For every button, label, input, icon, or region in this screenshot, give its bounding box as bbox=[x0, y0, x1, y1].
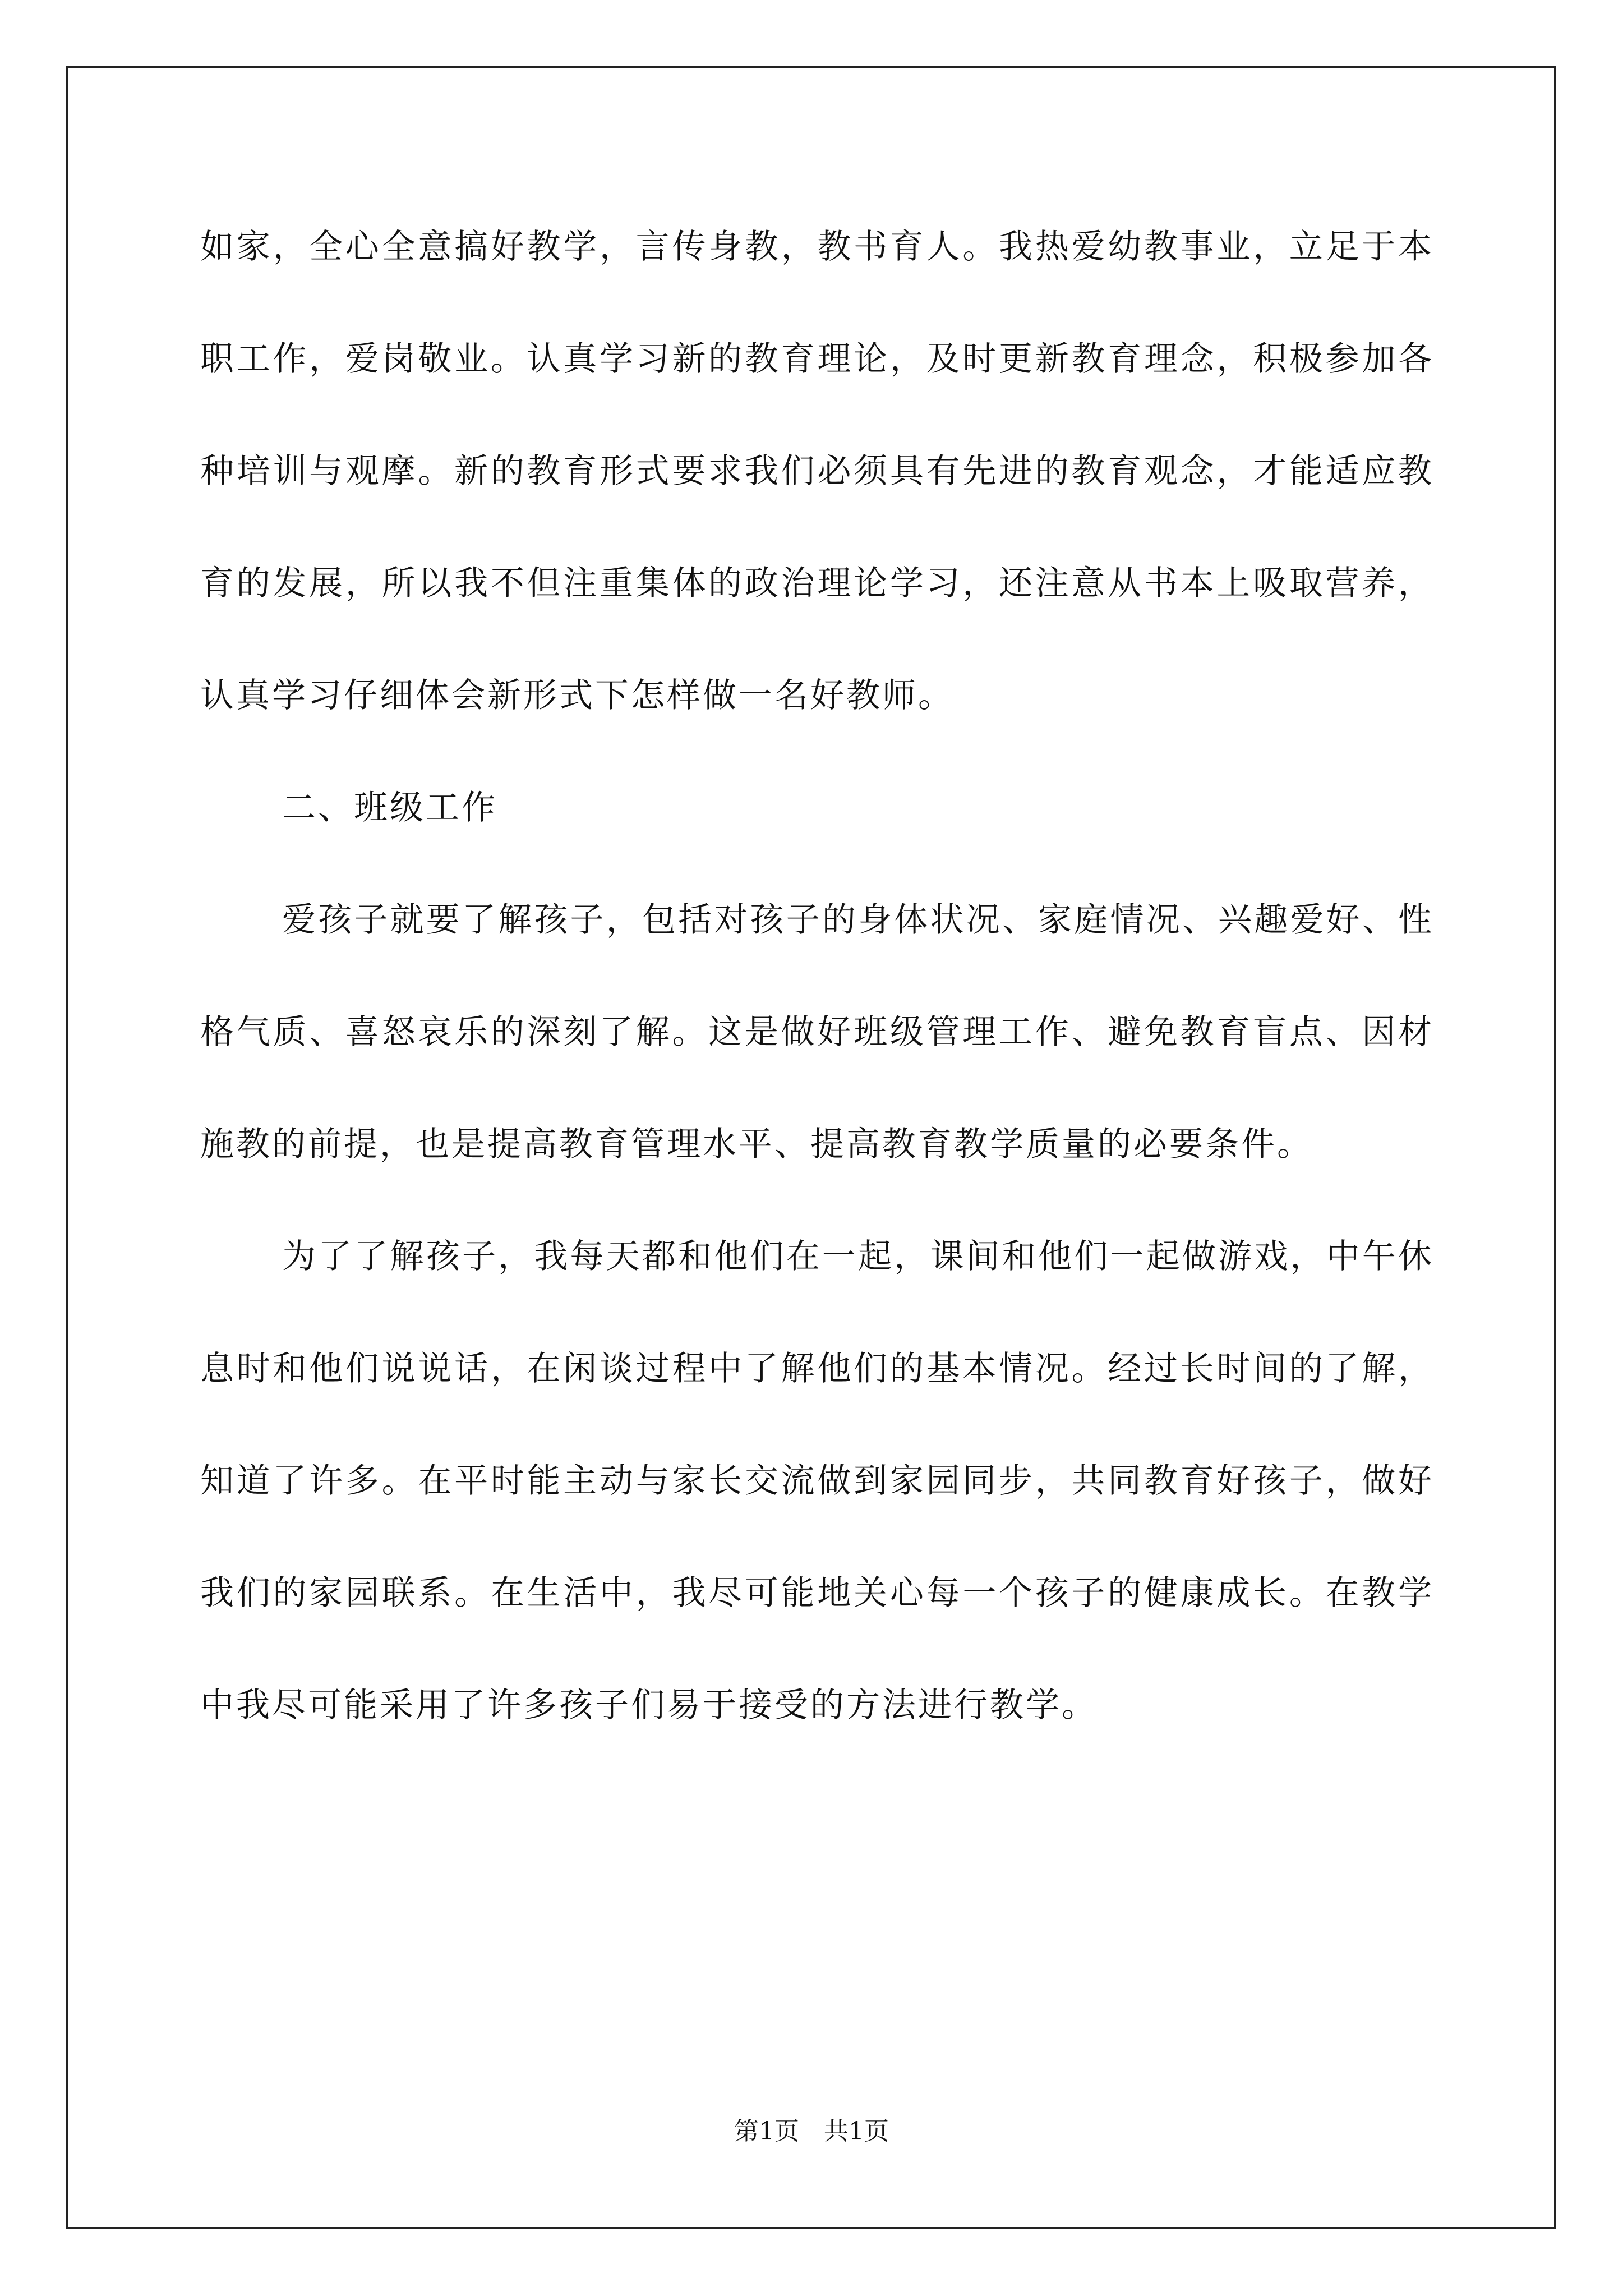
paragraph: 爱孩子就要了解孩子，包括对孩子的身体状况、家庭情况、兴趣爱好、性格气质、喜怒哀乐的深刻了解。这是做好班级管理工作、避免教育盲点、因材施教的前提，也是提高教育管理水平、提高教育教学质量的必要条件。 bbox=[200, 900, 1434, 1164]
document-body bbox=[200, 191, 1434, 1761]
paragraph: 为了了解孩子，我每天都和他们在一起，课间和他们一起做游戏，中午休息时和他们说说话，在闲谈过程中了解他们的基本情况。经过长时间的了解，知道了许多。在平时能主动与家长交流做到家园同步，共同教育好孩子，做好我们的家园联系。在生活中，我尽可能地关心每一个孩子的健康成长。在教学中我尽可能采用了许多孩子们易于接受的方法进行教学。 bbox=[200, 1237, 1434, 1725]
section-heading: 二、班级工作 bbox=[282, 788, 497, 827]
paragraph-continuation: 如家，全心全意搞好教学，言传身教，教书育人。我热爱幼教事业，立足于本职工作，爱岗敬业。认真学习新的教育理论，及时更新教育理念，积极参加各种培训与观摩。新的教育形式要求我们必须具有先进的教育观念，才能适应教育的发展，所以我不但注重集体的政治理论学习，还注意从书本上吸取营养，认真学习仔细体会新形式下怎样做一名好教师。 bbox=[200, 227, 1434, 715]
page-number-footer: 第1页 共1页 bbox=[734, 2117, 889, 2146]
